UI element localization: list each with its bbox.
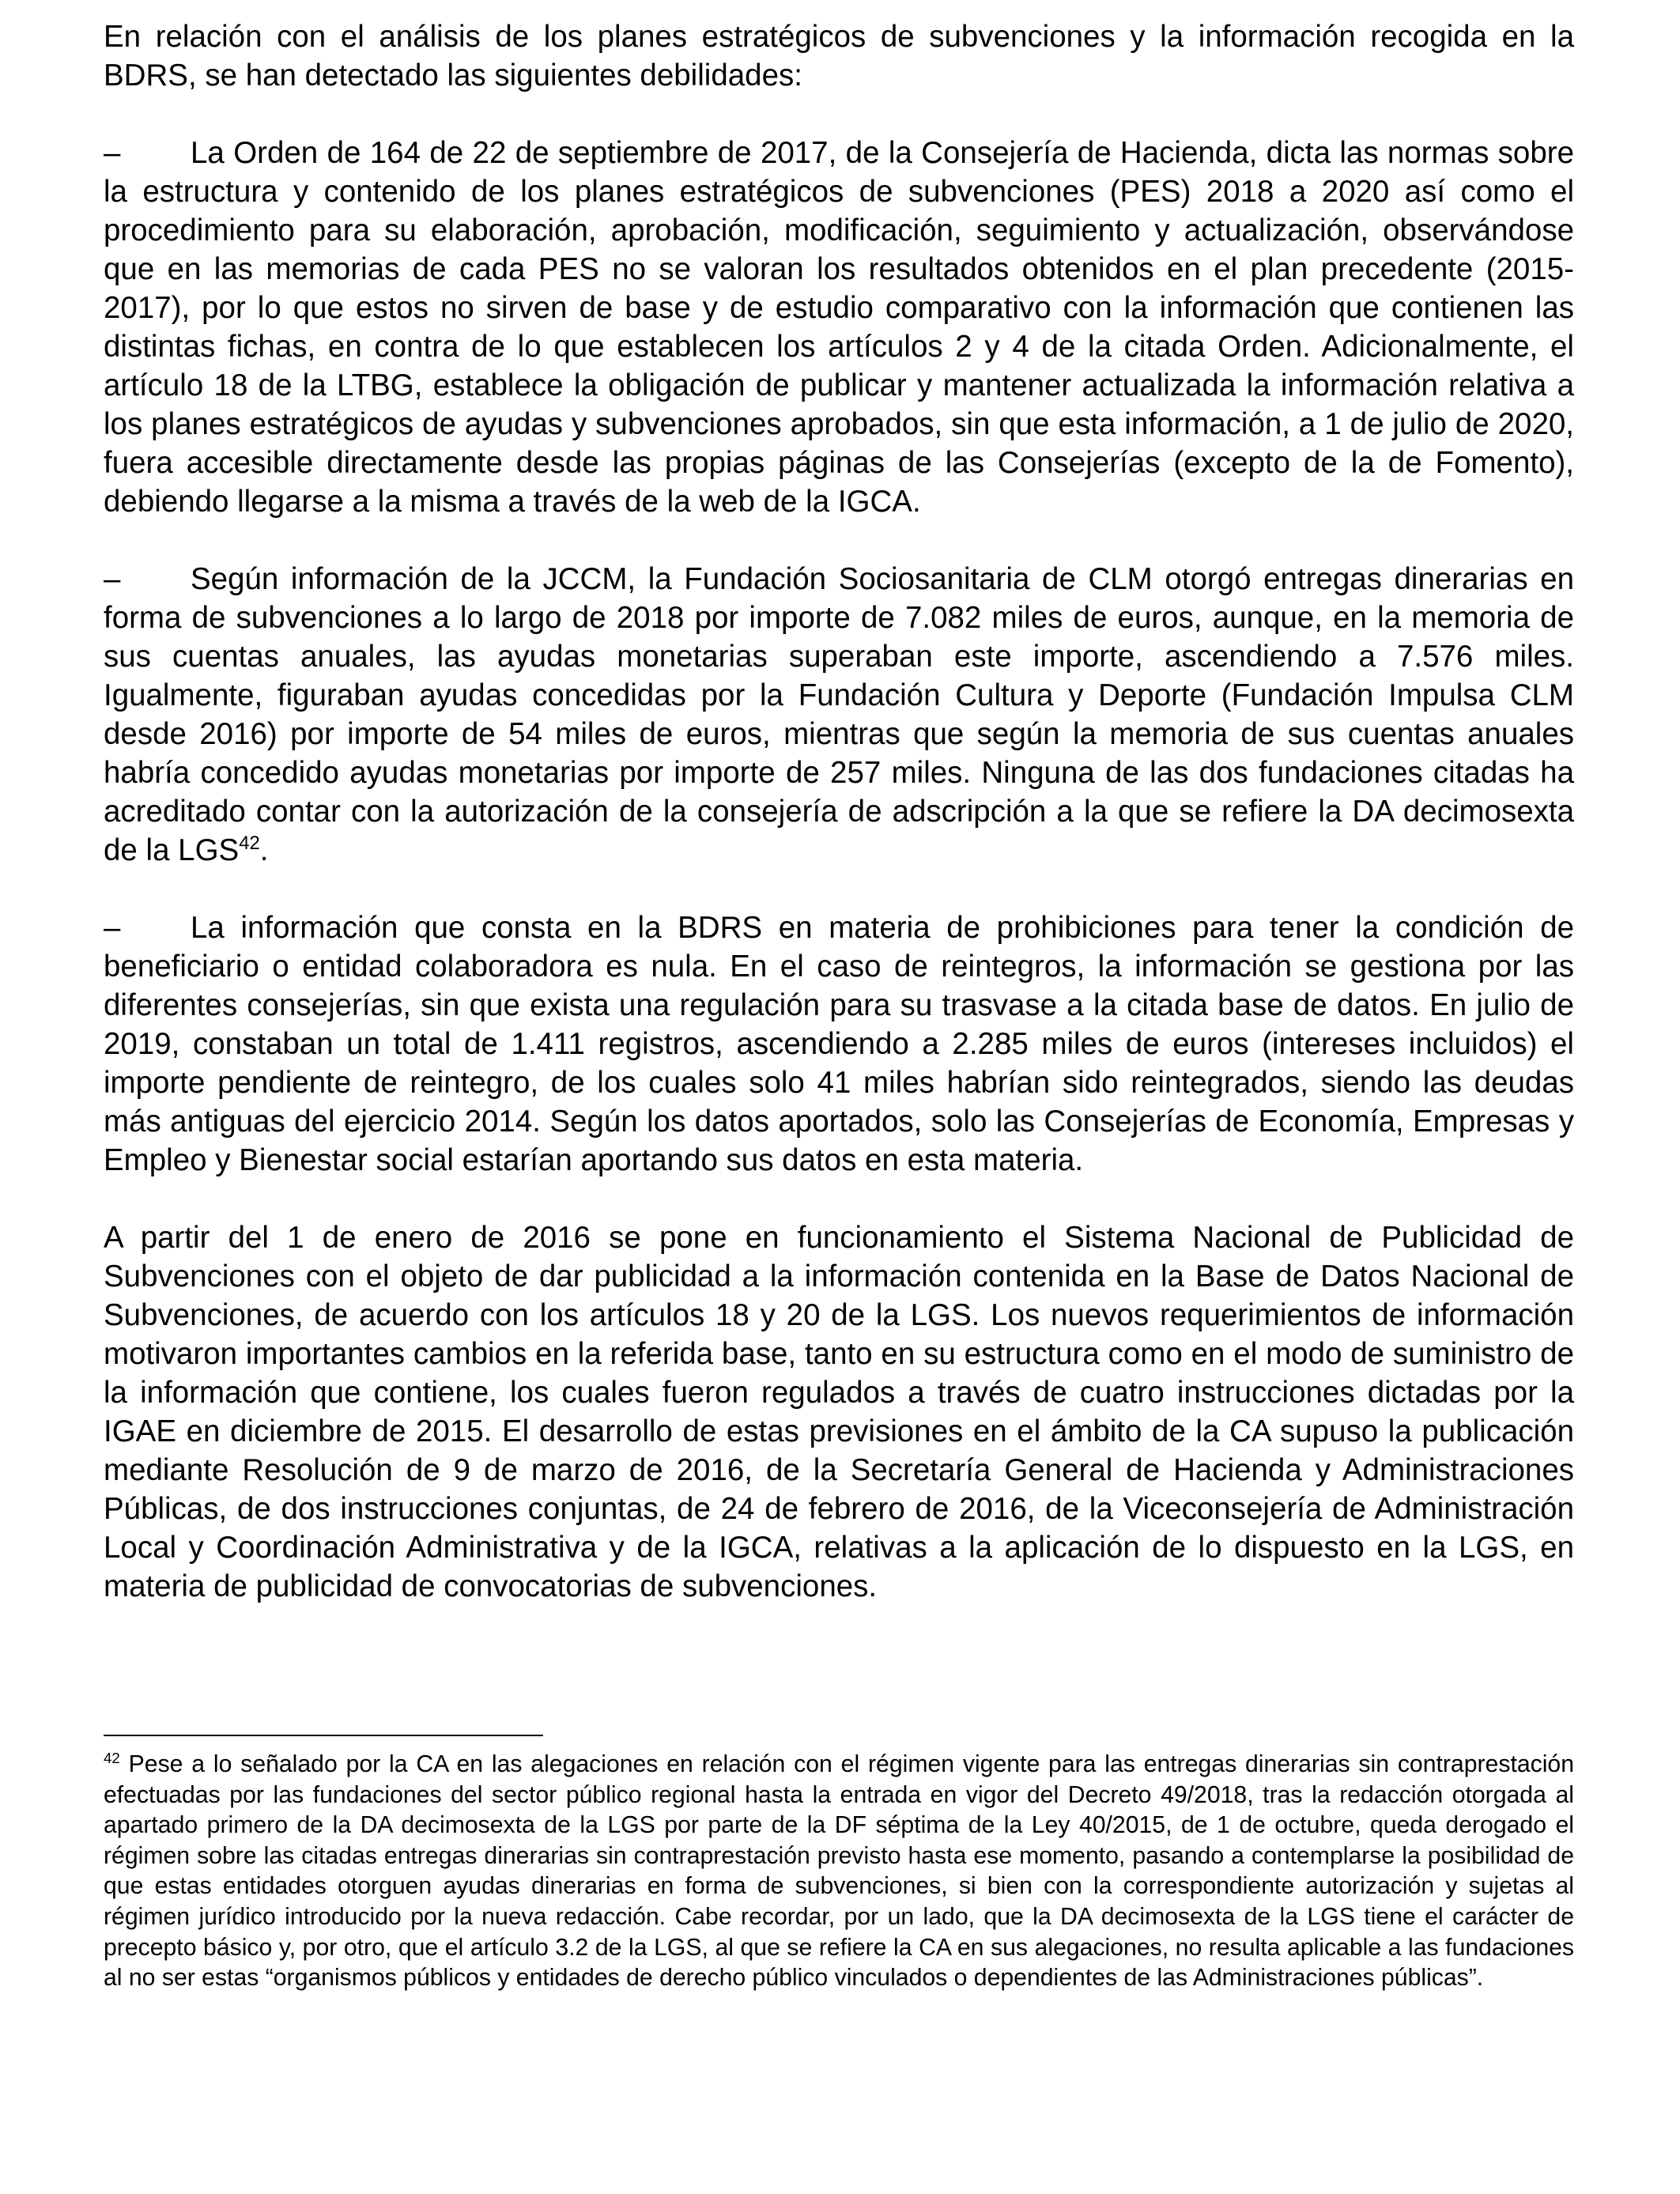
bullet-paragraph-2 — [104, 560, 1574, 870]
dash-bullet: – — [104, 562, 121, 596]
bullet-paragraph-1 — [104, 134, 1574, 521]
footnote-separator — [104, 1735, 543, 1736]
closing-text: A partir del 1 de enero de 2016 se pone en funcionamiento el Sistema Nacional de Publicidad de Subvenciones con el objeto de dar publicidad a la información contenida en la Base de Datos Nacional de Subvenciones, de acuerdo con los artículos 18 y 20 de la LGS. Los nuevos requerimientos de información motivaron importantes cambios en la referida base, tanto en su estructura como en el modo de suministro de la información que contiene, los cuales fueron regulados a través de cuatro instrucciones dictadas por la IGAE en diciembre de 2015. El desarrollo de estas previsiones en el ámbito de la CA supuso la publicación mediante Resolución de 9 de marzo de 2016, de la Secretaría General de Hacienda y Administraciones Públicas, de dos instrucciones conjuntas, de 24 de febrero de 2016, de la Viceconsejería de Administración Local y Coordinación Administrativa y de la IGCA, relativas a la aplicación de lo dispuesto en la LGS, en materia de publicidad de convocatorias de subvenciones. — [104, 1221, 1574, 1603]
bullet-text-2-end: . — [259, 833, 269, 867]
intro-text: En relación con el análisis de los planes estratégicos de subvenciones y la información recogida en la BDRS, se han detectado las siguientes debilidades: — [104, 20, 1574, 93]
dash-bullet: – — [104, 911, 121, 945]
footnote-number: 42 — [104, 1749, 120, 1766]
bullet-text-3: La información que consta en la BDRS en materia de prohibiciones para tener la condición de beneficiario o entidad colaboradora es nula. En el caso de reintegros, la información se gestiona por las diferentes consejerías, sin que exista una regulación para su trasvase a la citada base de datos. En julio de 2019, constaban un total de 1.411 registros, ascendiendo a 2.285 miles de euros (intereses incluidos) el importe pendiente de reintegro, de los cuales solo 41 miles habrían sido reintegrados, siendo las deudas más antiguas del ejercicio 2014. Según los datos aportados, solo las Consejerías de Economía, Empresas y Empleo y Bienestar social estarían aportando sus datos en esta materia. — [104, 911, 1574, 1177]
footnote-text: Pese a lo señalado por la CA en las alegaciones en relación con el régimen vigente para las entregas dinerarias sin contraprestación efectuadas por las fundaciones del sector público regional hasta la entrada en vigor del Decreto 49/2018, tras la redacción otorgada al apartado primero de la DA decimosexta de la LGS por parte de la DF séptima de la Ley 40/2015, de 1 de octubre, queda derogado el régimen sobre las citadas entregas dinerarias sin contraprestación previsto hasta ese momento, pasando a contemplarse la posibilidad de que estas entidades otorguen ayudas dinerarias en forma de subvenciones, si bien con la correspondiente autorización y sujetas al régimen jurídico introducido por la nueva redacción. Cabe recordar, por un lado, que la DA decimosexta de la LGS tiene el carácter de precepto básico y, por otro, que el artículo 3.2 de la LGS, al que se refiere la CA en sus alegaciones, no resulta aplicable a las fundaciones al no ser estas “organismos públicos y entidades de derecho público vinculados o dependientes de las Administraciones públicas”. — [104, 1751, 1574, 1992]
bullet-text-2: Según información de la JCCM, la Fundación Sociosanitaria de CLM otorgó entregas dinerarias en forma de subvenciones a lo largo de 2018 por importe de 7.082 miles de euros, aunque, en la memoria de sus cuentas anuales, las ayudas monetarias superaban este importe, ascendiendo a 7.576 miles. Igualmente, figuraban ayudas concedidas por la Fundación Cultura y Deporte (Fundación Impulsa CLM desde 2016) por importe de 54 miles de euros, mientras que según la memoria de sus cuentas anuales habría concedido ayudas monetarias por importe de 257 miles. Ninguna de las dos fundaciones citadas ha acreditado contar con la autorización de la consejería de adscripción a la que se refiere la DA decimosexta de la LGS — [104, 562, 1574, 867]
footnote — [104, 1750, 1574, 1994]
intro-paragraph — [104, 17, 1574, 95]
document-body — [104, 17, 1574, 1645]
footnote-reference[interactable]: 42 — [239, 833, 260, 855]
bullet-text-1: La Orden de 164 de 22 de septiembre de 2017, de la Consejería de Hacienda, dicta las normas sobre la estructura y contenido de los planes estratégicos de subvenciones (PES) 2018 a 2020 así como el procedimiento para su elaboración, aprobación, modificación, seguimiento y actualización, observándose que en las memorias de cada PES no se valoran los resultados obtenidos en el plan precedente (2015-2017), por lo que estos no sirven de base y de estudio comparativo con la información que contienen las distintas fichas, en contra de lo que establecen los artículos 2 y 4 de la citada Orden. Adicionalmente, el artículo 18 de la LTBG, establece la obligación de publicar y mantener actualizada la información relativa a los planes estratégicos de ayudas y subvenciones aprobados, sin que esta información, a 1 de julio de 2020, fuera accesible directamente desde las propias páginas de las Consejerías (excepto de la de Fomento), debiendo llegarse a la misma a través de la web de la IGCA. — [104, 136, 1574, 519]
dash-bullet: – — [104, 136, 121, 170]
bullet-paragraph-3 — [104, 908, 1574, 1180]
closing-paragraph — [104, 1218, 1574, 1606]
